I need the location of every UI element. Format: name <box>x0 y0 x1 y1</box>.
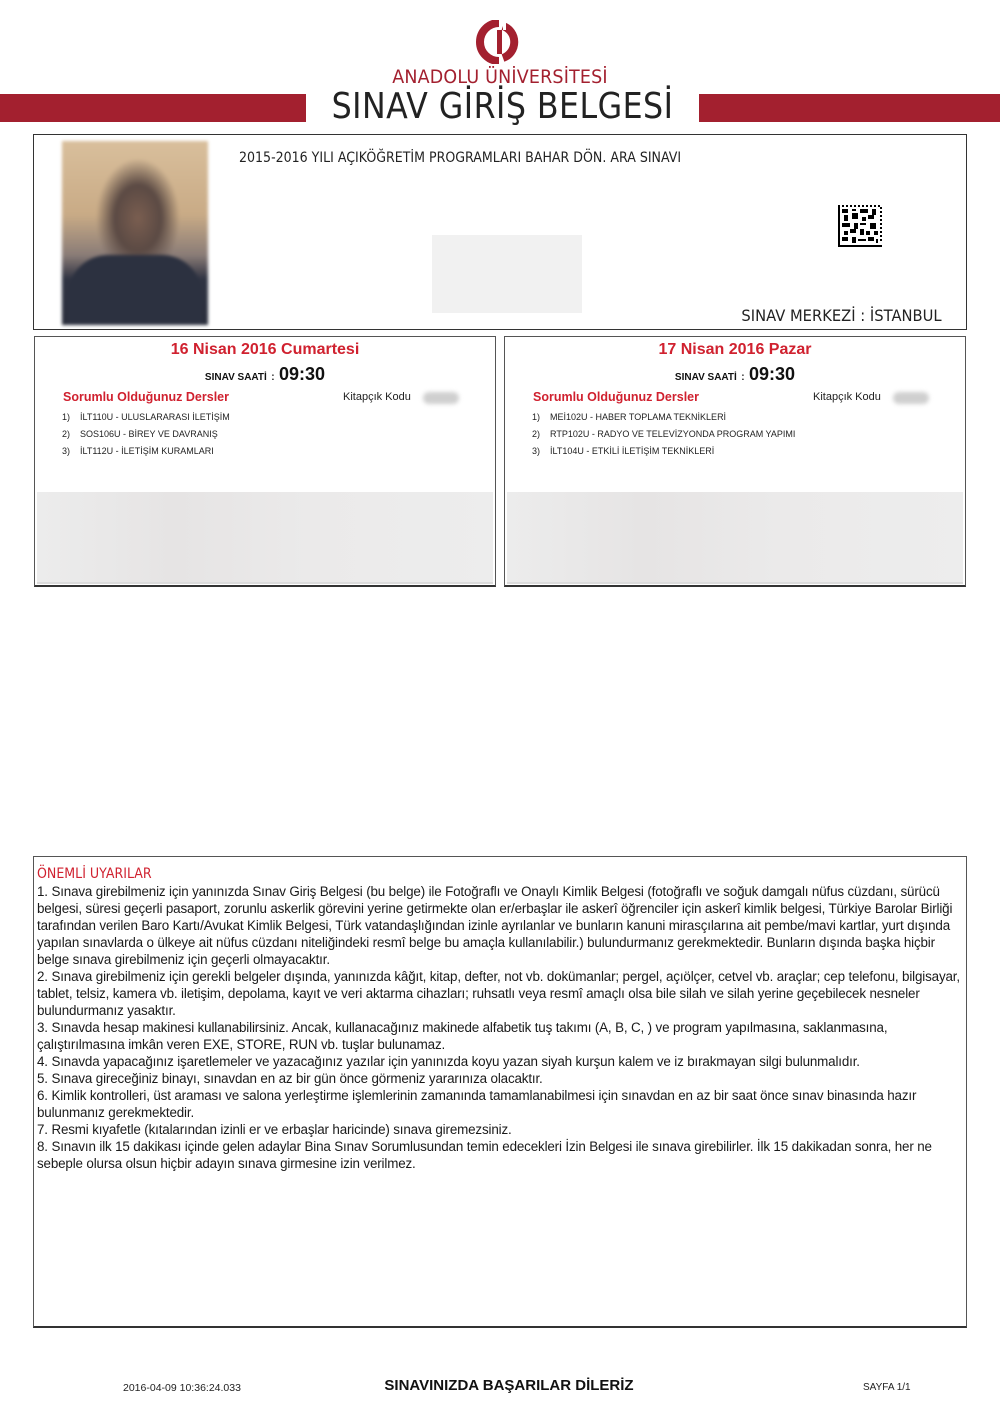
course-list <box>532 409 795 460</box>
header-bar-right <box>699 94 1000 122</box>
anadolu-university-logo-icon <box>476 20 522 64</box>
datamatrix-code-icon <box>838 205 882 247</box>
course-item: 2) SOS106U - BİREY VE DAVRANIŞ <box>62 429 218 439</box>
exam-time: 09:30 <box>279 364 326 384</box>
course-item: 3) İLT112U - İLETİŞİM KURAMLARI <box>62 446 214 456</box>
important-warnings <box>33 856 967 1328</box>
warning-item: 2. Sınava girebilmeniz için gerekli belgeler dışında, yanınızda kâğıt, kitap, defter, not vb. dokümanlar; pergel, açıölçer, cetvel vb. araçlar; cep telefonu, bilgisayar, tablet, telsiz, kamera vb. iletişim, depolama, kayıt ve veri aktarma cihazları; ruhsatlı veya resmî amaçlı olsa bile silah ve silah yerine geçebilecek nesneler bulundurmanız yasaktır. <box>37 969 960 1018</box>
print-timestamp: 2016-04-09 10:36:24.033 <box>123 1382 241 1394</box>
exam-center: SINAV MERKEZİ : İSTANBUL <box>741 306 942 325</box>
candidate-info-box <box>33 134 967 330</box>
redacted-info-area <box>432 235 582 313</box>
exam-time-label: SINAV SAATİ <box>674 372 737 383</box>
university-name: ANADOLU ÜNİVERSİTESİ <box>392 66 608 88</box>
exam-date: 16 Nisan 2016 Cumartesi <box>170 341 360 358</box>
exam-name: 2015-2016 YILI AÇIKÖĞRETİM PROGRAMLARI BAHAR DÖN. ARA SINAVI <box>239 150 682 166</box>
course-list <box>62 409 230 460</box>
course-item: 2) RTP102U - RADYO VE TELEVİZYONDA PROGRAM YAPIMI <box>532 429 796 439</box>
redacted-area <box>37 492 493 584</box>
footer-message: SINAVINIZDA BAŞARILAR DİLERİZ <box>384 1377 634 1394</box>
page-number: SAYFA 1/1 <box>863 1382 911 1393</box>
redacted-area <box>507 492 963 584</box>
exam-date: 17 Nisan 2016 Pazar <box>658 341 812 358</box>
course-item: 1) MEİ102U - HABER TOPLAMA TEKNİKLERİ <box>532 412 727 422</box>
warning-item: 4. Sınavda yapacağınız işaretlemeler ve yazacağınız yazılar için yanınızda koyu yazan siyah kurşun kalem ve iz bırakmayan silgi bulunmalıdır. <box>37 1054 860 1069</box>
warning-item: 1. Sınava girebilmeniz için yanınızda Sınav Giriş Belgesi (bu belge) ile Fotoğraflı ve Onaylı Kimlik Belgesi (fotoğraflı ve soğuk damgalı nüfus cüzdanı, sürücü belgesi, süresi geçerli pasaport, zorunlu askerlik görevini yerine getirmekte olan er/erbaşlar ile askerî öğrenciler için askerî kimlik belgesi, Türkiye Barolar Birliği tarafından verilen Baro Kartı/Avukat Kimlik Belgesi, Türk vatandaşlığından izinle ayrılanlar ve bunların kanuni mirasçılarına ait pembe/mavi kartlar, yurt dışında yapılan sınavlarda o ülkeye ait nüfus cüzdanı niteliğindeki resmî belge bu amaçla kullanılabilir.) bulundurmanız gerekmektedir. Bunların dışında başka hiçbir belge sınava girebilmeniz için geçerli olmayacaktır. <box>37 884 953 967</box>
header-bar-left <box>0 94 306 122</box>
exam-day-card <box>504 336 966 587</box>
exam-time-row: SINAV SAATİ : 09:30 <box>674 364 796 384</box>
warning-item: 5. Sınava gireceğiniz binayı, sınavdan en az bir gün önce görmeniz yararınıza olacaktır. <box>37 1071 543 1086</box>
exam-day-card <box>34 336 496 587</box>
warning-item: 6. Kimlik kontrolleri, üst araması ve salona yerleştirme işlemlerinin zamanında tamamlanabilmesi için sınavdan en az bir saat önce sınav binasında hazır bulunmanız gerekmektedir. <box>37 1088 917 1120</box>
courses-title: Sorumlu Olduğunuz Dersler <box>63 390 229 404</box>
warnings-title: ÖNEMLİ UYARILAR <box>37 866 152 882</box>
booklet-code-value-redacted <box>893 392 929 404</box>
warning-item: 3. Sınavda hesap makinesi kullanabilirsiniz. Ancak, kullanacağınız makinede alfabetik tuş takımı (A, B, C, ) ve program yapılmasına, saklanmasına, çalıştırılmasına imkân veren EXE, STORE, RUN vb. tuşlar bulunamaz. <box>37 1020 888 1052</box>
exam-time-row: SINAV SAATİ : 09:30 <box>204 364 326 384</box>
exam-time: 09:30 <box>749 364 796 384</box>
warning-item: 7. Resmi kıyafetle (kıtalarından izinli er ve erbaşlar haricinde) sınava giremezsiniz. <box>37 1122 512 1137</box>
exam-time-label: SINAV SAATİ <box>204 372 267 383</box>
booklet-code-label: Kitapçık Kodu <box>343 391 411 403</box>
candidate-photo <box>62 141 208 325</box>
document-title: SINAV GİRİŞ BELGESİ <box>331 86 674 127</box>
booklet-code-label: Kitapçık Kodu <box>813 391 881 403</box>
course-item: 3) İLT104U - ETKİLİ İLETİŞİM TEKNİKLERİ <box>532 446 715 456</box>
booklet-code-value-redacted <box>423 392 459 404</box>
courses-title: Sorumlu Olduğunuz Dersler <box>533 390 699 404</box>
warning-item: 8. Sınavın ilk 15 dakikası içinde gelen adaylar Bina Sınav Sorumlusundan temin edecekleri İzin Belgesi ile sınava girebilirler. İlk 15 dakikadan sonra, her ne sebeple olursa olsun hiçbir adayın sınava girmesine izin verilmez. <box>37 1139 932 1171</box>
course-item: 1) İLT110U - ULUSLARARASI İLETİŞİM <box>62 412 230 422</box>
